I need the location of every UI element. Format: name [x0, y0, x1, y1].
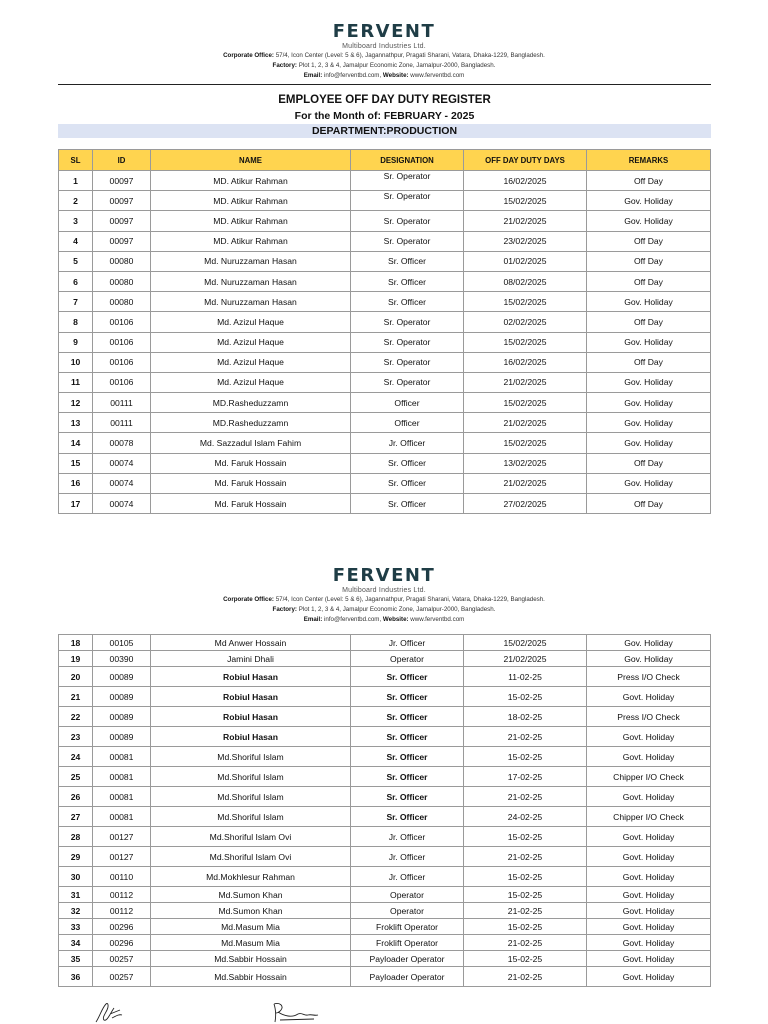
cell-designation: Sr. Officer [351, 747, 464, 767]
cell-name: Md. Nuruzzaman Hasan [151, 251, 351, 271]
cell-name: Md. Azizul Haque [151, 332, 351, 352]
cell-sl: 22 [59, 707, 93, 727]
cell-remarks: Govt. Holiday [587, 935, 711, 951]
cell-remarks: Govt. Holiday [587, 687, 711, 707]
header-off-day-duty-days: OFF DAY DUTY DAYS [464, 150, 587, 171]
cell-name: Md. Nuruzzaman Hasan [151, 271, 351, 291]
cell-designation: Sr. Operator [351, 231, 464, 251]
cell-id: 00089 [93, 707, 151, 727]
cell-id: 00106 [93, 332, 151, 352]
cell-off-day-date: 21/02/2025 [464, 372, 587, 392]
cell-name: Md.Sabbir Hossain [151, 951, 351, 967]
cell-sl: 7 [59, 292, 93, 312]
cell-sl: 30 [59, 867, 93, 887]
cell-remarks: Gov. Holiday [587, 433, 711, 453]
duty-register-table-continued [58, 634, 711, 987]
cell-off-day-date: 21-02-25 [464, 787, 587, 807]
register-title-block [58, 93, 711, 138]
cell-sl: 9 [59, 332, 93, 352]
cell-off-day-date: 21-02-25 [464, 935, 587, 951]
table-row [59, 935, 711, 951]
cell-sl: 17 [59, 494, 93, 514]
table-row [59, 332, 711, 352]
email-address: info@ferventbd.com, [322, 616, 383, 623]
cell-name: Robiul Hasan [151, 727, 351, 747]
cell-remarks: Gov. Holiday [587, 393, 711, 413]
cell-name: Jamini Dhali [151, 651, 351, 667]
cell-sl: 24 [59, 747, 93, 767]
table-row [59, 635, 711, 651]
table-row [59, 651, 711, 667]
table-row [59, 667, 711, 687]
cell-remarks: Off Day [587, 352, 711, 372]
cell-sl: 10 [59, 352, 93, 372]
cell-id: 00080 [93, 251, 151, 271]
cell-sl: 27 [59, 807, 93, 827]
cell-name: Md.Sabbir Hossain [151, 967, 351, 987]
cell-id: 00110 [93, 867, 151, 887]
table-row [59, 211, 711, 231]
cell-designation: Payloader Operator [351, 967, 464, 987]
table-row [59, 251, 711, 271]
cell-id: 00078 [93, 433, 151, 453]
cell-id: 00105 [93, 635, 151, 651]
cell-designation: Sr. Officer [351, 251, 464, 271]
company-subname: Multiboard Industries Ltd. [342, 587, 426, 594]
cell-sl: 28 [59, 827, 93, 847]
cell-id: 00074 [93, 473, 151, 493]
cell-id: 00257 [93, 967, 151, 987]
cell-id: 00097 [93, 171, 151, 191]
corporate-office-address: 57/4, Icon Center (Level: 5 & 6), Jagannathpur, Pragati Sharani, Vatara, Dhaka-1229, Bangladesh. [273, 52, 545, 59]
corporate-office-line [0, 51, 768, 61]
table-row [59, 867, 711, 887]
table-row [59, 951, 711, 967]
cell-designation: Sr. Operator [351, 312, 464, 332]
contact-line [0, 615, 768, 625]
cell-designation: Sr. Officer [351, 787, 464, 807]
cell-remarks: Off Day [587, 231, 711, 251]
cell-sl: 11 [59, 372, 93, 392]
cell-off-day-date: 18-02-25 [464, 707, 587, 727]
cell-name: MD. Atikur Rahman [151, 171, 351, 191]
cell-name: Md.Sumon Khan [151, 903, 351, 919]
cell-sl: 29 [59, 847, 93, 867]
cell-off-day-date: 11-02-25 [464, 667, 587, 687]
table-row [59, 372, 711, 392]
header-divider [58, 84, 711, 85]
cell-id: 00106 [93, 312, 151, 332]
cell-id: 00074 [93, 494, 151, 514]
cell-remarks: Off Day [587, 251, 711, 271]
cell-id: 00257 [93, 951, 151, 967]
cell-designation: Sr. Officer [351, 473, 464, 493]
cell-off-day-date: 15/02/2025 [464, 292, 587, 312]
letterhead-page-2 [0, 566, 768, 625]
cell-remarks: Govt. Holiday [587, 847, 711, 867]
table-row [59, 727, 711, 747]
table-row [59, 967, 711, 987]
table-row [59, 827, 711, 847]
cell-remarks: Govt. Holiday [587, 967, 711, 987]
cell-sl: 16 [59, 473, 93, 493]
table-row [59, 787, 711, 807]
table-row [59, 473, 711, 493]
cell-id: 00081 [93, 807, 151, 827]
cell-off-day-date: 15-02-25 [464, 687, 587, 707]
cell-off-day-date: 21-02-25 [464, 847, 587, 867]
cell-sl: 8 [59, 312, 93, 332]
cell-sl: 26 [59, 787, 93, 807]
table-row [59, 393, 711, 413]
cell-designation: Jr. Officer [351, 847, 464, 867]
cell-name: Md.Shoriful Islam [151, 807, 351, 827]
cell-name: Md. Nuruzzaman Hasan [151, 292, 351, 312]
cell-off-day-date: 15/02/2025 [464, 191, 587, 211]
cell-designation: Sr. Officer [351, 807, 464, 827]
cell-name: Md.Shoriful Islam Ovi [151, 827, 351, 847]
cell-remarks: Govt. Holiday [587, 827, 711, 847]
corporate-office-line [0, 595, 768, 605]
cell-designation: Sr. Operator [351, 171, 464, 191]
cell-name: Md.Shoriful Islam [151, 747, 351, 767]
cell-remarks: Press I/O Check [587, 707, 711, 727]
table-row [59, 687, 711, 707]
cell-off-day-date: 21-02-25 [464, 967, 587, 987]
cell-designation: Jr. Officer [351, 635, 464, 651]
cell-off-day-date: 21/02/2025 [464, 651, 587, 667]
table-row [59, 747, 711, 767]
header-id: ID [93, 150, 151, 171]
cell-off-day-date: 23/02/2025 [464, 231, 587, 251]
cell-remarks: Chipper I/O Check [587, 807, 711, 827]
cell-remarks: Gov. Holiday [587, 372, 711, 392]
cell-remarks: Chipper I/O Check [587, 767, 711, 787]
cell-sl: 19 [59, 651, 93, 667]
cell-designation: Froklift Operator [351, 919, 464, 935]
cell-designation: Sr. Operator [351, 191, 464, 211]
cell-remarks: Gov. Holiday [587, 292, 711, 312]
cell-designation: Froklift Operator [351, 935, 464, 951]
cell-name: MD. Atikur Rahman [151, 231, 351, 251]
website-label: Website: [382, 616, 409, 623]
cell-designation: Operator [351, 887, 464, 903]
cell-sl: 18 [59, 635, 93, 651]
table-row [59, 453, 711, 473]
register-department: DEPARTMENT:PRODUCTION [58, 124, 711, 138]
corporate-office-address: 57/4, Icon Center (Level: 5 & 6), Jagannathpur, Pragati Sharani, Vatara, Dhaka-1229, Bangladesh. [273, 596, 545, 603]
table-row [59, 292, 711, 312]
cell-off-day-date: 15/02/2025 [464, 393, 587, 413]
cell-remarks: Govt. Holiday [587, 867, 711, 887]
cell-id: 00112 [93, 903, 151, 919]
corporate-office-label: Corporate Office: [223, 596, 274, 603]
cell-remarks: Off Day [587, 494, 711, 514]
table-row [59, 707, 711, 727]
cell-designation: Sr. Officer [351, 707, 464, 727]
cell-off-day-date: 13/02/2025 [464, 453, 587, 473]
email-label: Email: [303, 72, 323, 79]
cell-remarks: Gov. Holiday [587, 191, 711, 211]
cell-sl: 32 [59, 903, 93, 919]
cell-id: 00097 [93, 231, 151, 251]
cell-off-day-date: 02/02/2025 [464, 312, 587, 332]
cell-designation: Sr. Operator [351, 332, 464, 352]
cell-id: 00127 [93, 847, 151, 867]
cell-sl: 31 [59, 887, 93, 903]
table-row [59, 807, 711, 827]
cell-off-day-date: 15-02-25 [464, 747, 587, 767]
factory-line [0, 61, 768, 71]
cell-sl: 34 [59, 935, 93, 951]
cell-off-day-date: 24-02-25 [464, 807, 587, 827]
cell-off-day-date: 15-02-25 [464, 827, 587, 847]
factory-label: Factory: [272, 606, 297, 613]
website-address: www.ferventbd.com [408, 72, 465, 79]
signature-right [268, 1000, 322, 1024]
cell-name: MD.Rasheduzzamn [151, 413, 351, 433]
cell-sl: 12 [59, 393, 93, 413]
table-row [59, 887, 711, 903]
cell-id: 00081 [93, 767, 151, 787]
header-name: NAME [151, 150, 351, 171]
cell-name: Robiul Hasan [151, 707, 351, 727]
cell-name: Md.Shoriful Islam Ovi [151, 847, 351, 867]
cell-off-day-date: 21/02/2025 [464, 211, 587, 231]
cell-name: Md Anwer Hossain [151, 635, 351, 651]
website-label: Website: [382, 72, 409, 79]
cell-sl: 2 [59, 191, 93, 211]
cell-sl: 3 [59, 211, 93, 231]
cell-name: MD. Atikur Rahman [151, 211, 351, 231]
table-row [59, 767, 711, 787]
signature-left [92, 998, 132, 1024]
cell-id: 00296 [93, 919, 151, 935]
cell-remarks: Press I/O Check [587, 667, 711, 687]
cell-sl: 5 [59, 251, 93, 271]
table-header-row [59, 150, 711, 171]
cell-off-day-date: 15-02-25 [464, 951, 587, 967]
cell-remarks: Govt. Holiday [587, 727, 711, 747]
cell-off-day-date: 15/02/2025 [464, 433, 587, 453]
cell-name: Md. Azizul Haque [151, 352, 351, 372]
cell-off-day-date: 15-02-25 [464, 867, 587, 887]
cell-name: Md.Shoriful Islam [151, 767, 351, 787]
cell-name: Md. Faruk Hossain [151, 494, 351, 514]
cell-sl: 14 [59, 433, 93, 453]
cell-off-day-date: 27/02/2025 [464, 494, 587, 514]
cell-remarks: Off Day [587, 271, 711, 291]
cell-sl: 21 [59, 687, 93, 707]
cell-name: Md. Azizul Haque [151, 312, 351, 332]
cell-off-day-date: 21-02-25 [464, 903, 587, 919]
cell-id: 00081 [93, 747, 151, 767]
cell-off-day-date: 15-02-25 [464, 919, 587, 935]
cell-name: Md. Sazzadul Islam Fahim [151, 433, 351, 453]
cell-name: Md.Masum Mia [151, 935, 351, 951]
cell-off-day-date: 21-02-25 [464, 727, 587, 747]
table-row [59, 352, 711, 372]
cell-id: 00111 [93, 393, 151, 413]
table-row [59, 171, 711, 191]
cell-remarks: Gov. Holiday [587, 211, 711, 231]
cell-off-day-date: 08/02/2025 [464, 271, 587, 291]
website-address: www.ferventbd.com [408, 616, 465, 623]
cell-id: 00080 [93, 271, 151, 291]
cell-id: 00089 [93, 667, 151, 687]
cell-remarks: Gov. Holiday [587, 413, 711, 433]
cell-name: MD.Rasheduzzamn [151, 393, 351, 413]
cell-designation: Officer [351, 393, 464, 413]
cell-remarks: Off Day [587, 312, 711, 332]
cell-designation: Sr. Officer [351, 292, 464, 312]
cell-id: 00097 [93, 191, 151, 211]
duty-register-table [58, 149, 711, 514]
cell-remarks: Gov. Holiday [587, 651, 711, 667]
factory-address: Plot 1, 2, 3 & 4, Jamalpur Economic Zone, Jamalpur-2000, Bangladesh. [296, 606, 496, 613]
cell-designation: Sr. Officer [351, 494, 464, 514]
factory-address: Plot 1, 2, 3 & 4, Jamalpur Economic Zone, Jamalpur-2000, Bangladesh. [296, 62, 496, 69]
cell-designation: Sr. Operator [351, 372, 464, 392]
cell-remarks: Govt. Holiday [587, 747, 711, 767]
cell-designation: Jr. Officer [351, 867, 464, 887]
cell-sl: 13 [59, 413, 93, 433]
cell-sl: 25 [59, 767, 93, 787]
email-label: Email: [303, 616, 323, 623]
cell-off-day-date: 21/02/2025 [464, 413, 587, 433]
cell-remarks: Govt. Holiday [587, 787, 711, 807]
cell-designation: Sr. Officer [351, 727, 464, 747]
cell-off-day-date: 15/02/2025 [464, 332, 587, 352]
header-designation: DESIGNATION [351, 150, 464, 171]
cell-sl: 20 [59, 667, 93, 687]
table-row [59, 494, 711, 514]
header-sl: SL [59, 150, 93, 171]
cell-id: 00390 [93, 651, 151, 667]
cell-sl: 15 [59, 453, 93, 473]
cell-sl: 23 [59, 727, 93, 747]
cell-name: Md. Faruk Hossain [151, 453, 351, 473]
cell-designation: Payloader Operator [351, 951, 464, 967]
factory-label: Factory: [272, 62, 297, 69]
cell-name: Md. Azizul Haque [151, 372, 351, 392]
contact-line [0, 71, 768, 81]
table-row [59, 433, 711, 453]
cell-id: 00074 [93, 453, 151, 473]
cell-designation: Sr. Operator [351, 211, 464, 231]
corporate-office-label: Corporate Office: [223, 52, 274, 59]
cell-off-day-date: 15/02/2025 [464, 635, 587, 651]
table-row [59, 413, 711, 433]
cell-remarks: Govt. Holiday [587, 887, 711, 903]
cell-designation: Jr. Officer [351, 827, 464, 847]
register-month: For the Month of: FEBRUARY - 2025 [294, 110, 475, 122]
cell-id: 00081 [93, 787, 151, 807]
cell-remarks: Govt. Holiday [587, 951, 711, 967]
cell-name: Robiul Hasan [151, 667, 351, 687]
cell-off-day-date: 16/02/2025 [464, 171, 587, 191]
cell-name: MD. Atikur Rahman [151, 191, 351, 211]
cell-off-day-date: 01/02/2025 [464, 251, 587, 271]
cell-id: 00112 [93, 887, 151, 903]
table-row [59, 231, 711, 251]
cell-remarks: Gov. Holiday [587, 332, 711, 352]
register-title: EMPLOYEE OFF DAY DUTY REGISTER [278, 94, 491, 106]
cell-id: 00111 [93, 413, 151, 433]
cell-remarks: Gov. Holiday [587, 635, 711, 651]
table-row [59, 191, 711, 211]
cell-off-day-date: 15-02-25 [464, 887, 587, 903]
cell-off-day-date: 21/02/2025 [464, 473, 587, 493]
cell-designation: Operator [351, 651, 464, 667]
cell-sl: 33 [59, 919, 93, 935]
cell-sl: 35 [59, 951, 93, 967]
email-address: info@ferventbd.com, [322, 72, 383, 79]
factory-line [0, 605, 768, 615]
cell-remarks: Govt. Holiday [587, 919, 711, 935]
cell-id: 00106 [93, 352, 151, 372]
cell-remarks: Gov. Holiday [587, 473, 711, 493]
cell-name: Md.Masum Mia [151, 919, 351, 935]
cell-name: Robiul Hasan [151, 687, 351, 707]
table-row [59, 903, 711, 919]
cell-id: 00089 [93, 727, 151, 747]
cell-designation: Sr. Officer [351, 687, 464, 707]
table-row [59, 847, 711, 867]
table-row [59, 271, 711, 291]
cell-off-day-date: 17-02-25 [464, 767, 587, 787]
cell-id: 00080 [93, 292, 151, 312]
cell-id: 00127 [93, 827, 151, 847]
cell-id: 00296 [93, 935, 151, 951]
cell-id: 00106 [93, 372, 151, 392]
cell-sl: 36 [59, 967, 93, 987]
cell-name: Md.Sumon Khan [151, 887, 351, 903]
cell-designation: Sr. Officer [351, 767, 464, 787]
cell-designation: Sr. Officer [351, 453, 464, 473]
cell-remarks: Off Day [587, 171, 711, 191]
cell-off-day-date: 16/02/2025 [464, 352, 587, 372]
company-logo: FERVENT [332, 565, 436, 586]
cell-name: Md.Shoriful Islam [151, 787, 351, 807]
cell-id: 00089 [93, 687, 151, 707]
cell-designation: Officer [351, 413, 464, 433]
table-row [59, 312, 711, 332]
company-subname: Multiboard Industries Ltd. [342, 43, 426, 50]
cell-designation: Jr. Officer [351, 433, 464, 453]
company-logo: FERVENT [332, 21, 436, 42]
cell-designation: Operator [351, 903, 464, 919]
cell-name: Md.Mokhlesur Rahman [151, 867, 351, 887]
cell-id: 00097 [93, 211, 151, 231]
cell-designation: Sr. Officer [351, 667, 464, 687]
header-remarks: REMARKS [587, 150, 711, 171]
letterhead [0, 22, 768, 81]
cell-designation: Sr. Operator [351, 352, 464, 372]
cell-name: Md. Faruk Hossain [151, 473, 351, 493]
cell-designation: Sr. Officer [351, 271, 464, 291]
cell-sl: 1 [59, 171, 93, 191]
cell-sl: 4 [59, 231, 93, 251]
cell-remarks: Govt. Holiday [587, 903, 711, 919]
table-row [59, 919, 711, 935]
cell-sl: 6 [59, 271, 93, 291]
cell-remarks: Off Day [587, 453, 711, 473]
